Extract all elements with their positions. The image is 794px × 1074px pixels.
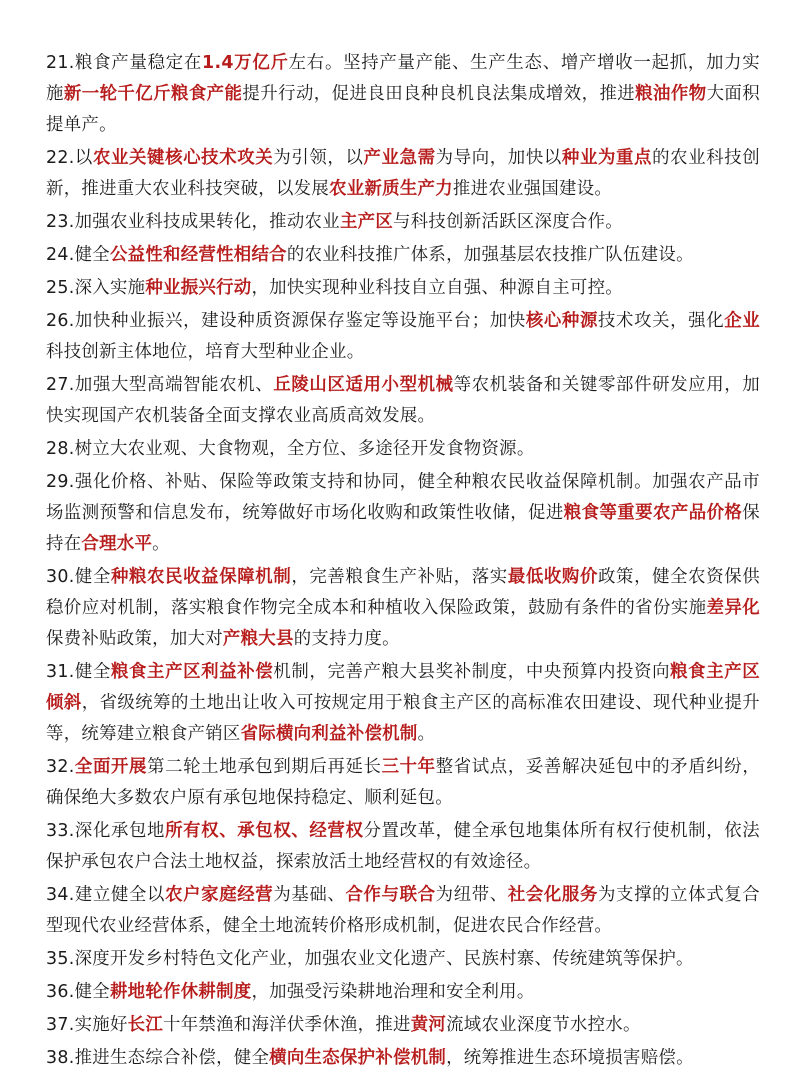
body-text: 保费补贴政策，加大对	[46, 629, 223, 649]
body-text: 左右。坚持产量产能、生产生态、增产增收一起抓，加力实施	[46, 53, 760, 104]
highlighted-keyword: 合作与联合	[345, 885, 436, 905]
list-item	[46, 306, 760, 368]
item-number: 38.	[46, 1048, 75, 1068]
highlighted-keyword: 农业关键核心技术攻关	[92, 148, 274, 168]
item-number: 35.	[46, 949, 75, 969]
highlighted-keyword: 差异化	[706, 598, 760, 618]
list-item	[46, 467, 760, 560]
highlighted-keyword: 种业为重点	[561, 148, 653, 168]
body-text: 科技创新主体地位，培育大型种业企业。	[46, 342, 365, 362]
body-text: ，统筹推进生态环境损害赔偿。	[446, 1048, 694, 1068]
body-text: 深化承包地	[74, 821, 166, 841]
highlighted-keyword: 粮食主产区倾斜	[46, 662, 760, 713]
item-number: 33.	[46, 821, 75, 841]
highlighted-keyword: 粮食等重要农产品价格	[563, 503, 743, 523]
list-item	[46, 562, 760, 655]
body-text: 等农机装备和关键零部件研发应用，加快实现国产农机装备全面支撑农业高质高效发展。	[46, 375, 760, 426]
item-number: 32.	[46, 757, 75, 777]
list-item	[46, 434, 760, 465]
item-number: 36.	[46, 982, 75, 1002]
list-item	[46, 143, 760, 205]
body-text: 树立大农业观、大食物观，全方位、多途径开发食物资源。	[74, 439, 535, 459]
body-text: 提升行动，促进良田良种良机良法集成增效，推进	[242, 84, 636, 104]
body-text: 加快种业振兴，建设种质资源保存鉴定等设施平台；加快	[74, 311, 526, 331]
highlighted-keyword: 种业振兴行动	[145, 278, 252, 298]
body-text: 流域农业深度节水控水。	[446, 1015, 641, 1035]
list-item	[46, 240, 760, 271]
body-text: 强化价格、补贴、保险等政策支持和协同，健全种粮农民收益保障机制。加强农产品市场监测预警和信息发布，统筹做好市场化收购和政策性收储，促进	[46, 472, 760, 523]
body-text: 健全	[74, 567, 111, 587]
highlighted-keyword: 长江	[127, 1015, 164, 1035]
item-number: 31.	[46, 662, 75, 682]
body-text: 深度开发乡村特色文化产业，加强农业文化遗产、民族村寨、传统建筑等保护。	[74, 949, 694, 969]
highlighted-keyword: 最低收购价	[507, 567, 598, 587]
item-number: 25.	[46, 278, 75, 298]
list-item	[46, 880, 760, 942]
highlighted-keyword: 横向生态保护补偿机制	[269, 1048, 447, 1068]
body-text: 十年禁渔和海洋伏季休渔，推进	[163, 1015, 411, 1035]
list-item	[46, 370, 760, 432]
body-text: ，省级统筹的土地出让收入可按规定用于粮食主产区的高标准农田建设、现代种业提升等，统筹建立粮食产销区	[46, 693, 760, 744]
body-text: 加强农业科技成果转化，推动农业	[74, 212, 340, 232]
body-text: 第二轮土地承包到期后再延长	[147, 757, 382, 777]
item-number: 30.	[46, 567, 75, 587]
highlighted-keyword: 所有权、承包权、经营权	[165, 821, 364, 841]
item-number: 24.	[46, 245, 75, 265]
body-text: 保持在	[46, 503, 760, 554]
list-item	[46, 48, 760, 141]
item-number: 26.	[46, 311, 75, 331]
body-text: 。	[417, 724, 436, 744]
body-text: 健全	[74, 982, 110, 1002]
body-text: 健全	[74, 245, 110, 265]
body-text: 以	[74, 148, 93, 168]
item-number: 29.	[46, 472, 75, 492]
highlighted-keyword: 省际横向利益补偿机制	[240, 724, 418, 744]
body-text: 整省试点，妥善解决延包中的矛盾纠纷，确保绝大多数农户原有承包地保持稳定、顺利延包。	[46, 757, 761, 808]
body-text: 建立健全以	[74, 885, 166, 905]
body-text: 推进农业强国建设。	[452, 179, 613, 199]
highlighted-keyword: 黄河	[410, 1015, 447, 1035]
item-number: 28.	[46, 439, 75, 459]
list-item	[46, 1043, 760, 1074]
highlighted-keyword: 农户家庭经营	[165, 885, 274, 905]
highlighted-keyword: 主产区	[339, 212, 394, 232]
body-text: 为引领，以	[273, 148, 364, 168]
body-text: 大面积提单产。	[46, 84, 760, 135]
body-text: 为支撑的立体式复合型现代农业经营体系，健全土地流转价格形成机制，促进农民合作经营。	[46, 885, 760, 936]
item-number: 21.	[46, 53, 75, 73]
list-item	[46, 944, 760, 975]
highlighted-keyword: 全面开展	[74, 757, 148, 777]
highlighted-keyword: 耕地轮作休耕制度	[109, 982, 252, 1002]
item-number: 22.	[46, 148, 75, 168]
item-number: 23.	[46, 212, 75, 232]
list-item	[46, 273, 760, 304]
highlighted-keyword: 核心种源	[525, 311, 598, 331]
highlighted-keyword: 三十年	[381, 757, 436, 777]
body-text: 实施好	[74, 1015, 128, 1035]
body-text: 的农业科技创新，推进重大农业科技突破，以发展	[46, 148, 760, 199]
highlighted-keyword: 社会化服务	[507, 885, 598, 905]
highlighted-keyword: 农业新质生产力	[329, 179, 453, 199]
body-text: 健全	[74, 662, 111, 682]
highlighted-keyword: 产业急需	[363, 148, 436, 168]
item-number: 37.	[46, 1015, 75, 1035]
body-text: 的支持力度。	[293, 629, 400, 649]
list-item	[46, 207, 760, 238]
highlighted-keyword: 企业	[724, 311, 760, 331]
body-text: 粮食产量稳定在	[74, 53, 203, 73]
highlighted-keyword: 粮油作物	[635, 84, 707, 104]
item-number: 27.	[46, 375, 75, 395]
body-text: 政策，健全农资保供稳价应对机制，落实粮食作物完全成本和种植收入保险政策，鼓励有条件的省份实施	[46, 567, 760, 618]
list-item	[46, 816, 760, 878]
highlighted-keyword: 粮食主产区利益补偿	[110, 662, 274, 682]
highlighted-keyword: 1.4万亿斤	[202, 53, 289, 73]
list-item	[46, 752, 760, 814]
body-text: 为导向，加快以	[435, 148, 562, 168]
body-text: 与科技创新活跃区深度合作。	[393, 212, 623, 232]
body-text: 为纽带、	[435, 885, 508, 905]
list-item	[46, 977, 760, 1008]
body-text: 为基础、	[273, 885, 346, 905]
body-text: ，加强受污染耕地治理和安全利用。	[251, 982, 535, 1002]
highlighted-keyword: 产粮大县	[222, 629, 294, 649]
body-text: 的农业科技推广体系，加强基层农技推广队伍建设。	[286, 245, 694, 265]
body-text: 深入实施	[74, 278, 146, 298]
body-text: ，完善粮食生产补贴，落实	[291, 567, 508, 587]
body-text: 分置改革，健全承包地集体所有权行使机制，依法保护承包农户合法土地权益，探索放活土地经营权的有效途径。	[46, 821, 760, 872]
body-text: 技术攻关，强化	[598, 311, 725, 331]
body-text: ，加快实现种业科技自立自强、种源自主可控。	[251, 278, 623, 298]
body-text: 。	[152, 534, 170, 554]
body-text: 加强大型高端智能农机、	[74, 375, 274, 395]
body-text: 推进生态综合补偿，健全	[74, 1048, 270, 1068]
highlighted-keyword: 新一轮千亿斤粮食产能	[63, 84, 243, 104]
item-number: 34.	[46, 885, 75, 905]
list-item	[46, 657, 760, 750]
highlighted-keyword: 公益性和经营性相结合	[109, 245, 287, 265]
highlighted-keyword: 合理水平	[81, 534, 153, 554]
body-text: 机制，完善产粮大县奖补制度，中央预算内投资向	[273, 662, 671, 682]
list-item	[46, 1010, 760, 1041]
highlighted-keyword: 丘陵山区适用小型机械	[273, 375, 454, 395]
highlighted-keyword: 种粮农民收益保障机制	[110, 567, 292, 587]
